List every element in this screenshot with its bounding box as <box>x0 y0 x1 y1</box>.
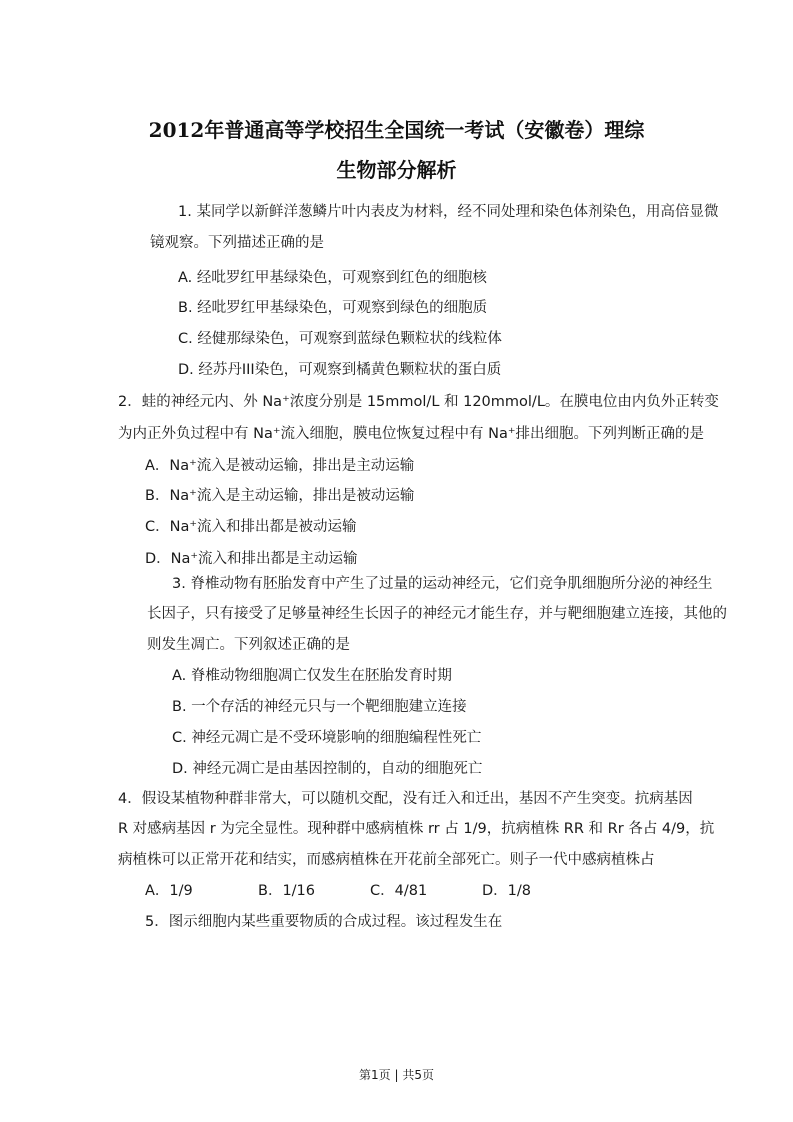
option-a: A．Na⁺流入是被动运输，排出是主动运输 <box>145 458 415 474</box>
option-a: A. 脊椎动物细胞凋亡仅发生在胚胎发育时期 <box>172 668 452 684</box>
question-stem: 为内正外负过程中有 Na⁺流入细胞，膜电位恢复过程中有 Na⁺排出细胞。下列判断正确的是 <box>118 426 704 442</box>
page-footer: 第1页 | 共5页 <box>359 1068 434 1082</box>
option-c: C．4/81 <box>370 883 428 899</box>
option-d: D. 经苏丹III染色，可观察到橘黄色颗粒状的蛋白质 <box>178 362 502 378</box>
option-d: D．1/8 <box>482 883 532 899</box>
question-stem: 3. 脊椎动物有胚胎发育中产生了过量的运动神经元，它们竞争肌细胞所分泌的神经生 <box>172 576 713 592</box>
option-c: C．Na⁺流入和排出都是被动运输 <box>145 519 357 535</box>
question-stem: 长因子，只有接受了足够量神经生长因子的神经元才能生存，并与靶细胞建立连接，其他的 <box>147 606 727 622</box>
document-title: 2012年普通高等学校招生全国统一考试（安徽卷）理综 <box>148 118 645 142</box>
question-stem: 1. 某同学以新鲜洋葱鳞片叶内表皮为材料，经不同处理和染色体剂染色，用高倍显微 <box>178 204 719 220</box>
question-stem: 则发生凋亡。下列叙述正确的是 <box>147 637 350 653</box>
option-b: B. 一个存活的神经元只与一个靶细胞建立连接 <box>172 699 467 715</box>
option-d: D．Na⁺流入和排出都是主动运输 <box>145 551 358 567</box>
question-stem: 4．假设某植物种群非常大，可以随机交配，没有迁入和迁出，基因不产生突变。抗病基因 <box>118 791 693 807</box>
option-b: B．Na⁺流入是主动运输，排出是被动运输 <box>145 488 415 504</box>
option-c: C. 神经元凋亡是不受环境影响的细胞编程性死亡 <box>172 730 482 746</box>
option-a: A. 经吡罗红甲基绿染色，可观察到红色的细胞核 <box>178 270 487 286</box>
question-stem: 镜观察。下列描述正确的是 <box>150 235 324 251</box>
question-stem: 病植株可以正常开花和结实，而感病植株在开花前全部死亡。则子一代中感病植株占 <box>118 852 655 868</box>
document-subtitle: 生物部分解析 <box>336 158 457 182</box>
question-stem: 5．图示细胞内某些重要物质的合成过程。该过程发生在 <box>145 914 503 930</box>
question-stem: R 对感病基因 r 为完全显性。现种群中感病植株 rr 占 1/9，抗病植株 RR 和 Rr 各占 4/9，抗 <box>118 821 715 837</box>
option-d: D. 神经元凋亡是由基因控制的，自动的细胞死亡 <box>172 761 483 777</box>
option-b: B．1/16 <box>258 883 316 899</box>
option-a: A．1/9 <box>145 883 193 899</box>
option-c: C. 经健那绿染色，可观察到蓝绿色颗粒状的线粒体 <box>178 331 502 347</box>
question-stem: 2．蛙的神经元内、外 Na⁺浓度分别是 15mmol/L 和 120mmol/L。在膜电位由内负外正转变 <box>118 394 719 410</box>
option-b: B. 经吡罗红甲基绿染色，可观察到绿色的细胞质 <box>178 300 488 316</box>
